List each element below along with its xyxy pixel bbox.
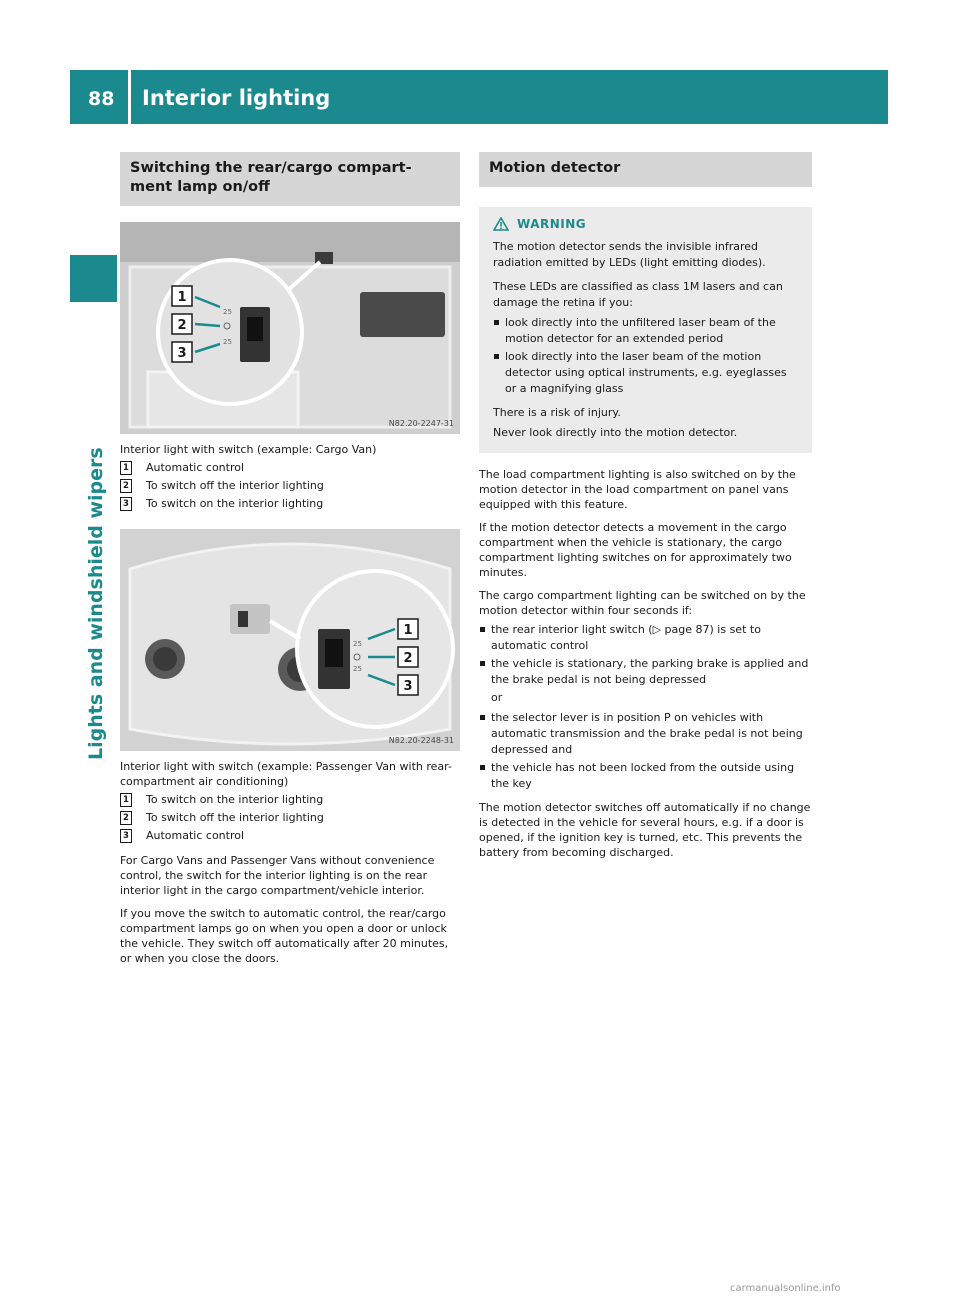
legend-number: 1 xyxy=(120,793,132,807)
figure-legend xyxy=(120,791,460,845)
paragraph: For Cargo Vans and Passenger Vans without convenience control, the switch for the interior lighting is on the rear interior light in the cargo compartment/vehicle interior. xyxy=(120,854,435,897)
legend-text: Automatic control xyxy=(146,461,245,474)
paragraph: The motion detector switches off automatically if no change is detected in the vehicle for several hours, e.g. if a door is opened, if the ignition key is turned, etc. This prevents the battery from becoming discharged. xyxy=(479,801,811,859)
figure-code: N82.20-2248-31 xyxy=(388,736,454,745)
legend-item xyxy=(120,495,460,513)
bullet-item: the rear interior light switch (▷ page 87) is set to automatic control xyxy=(479,622,812,654)
paragraph: The load compartment lighting is also switched on by the motion detector in the load compartment on panel vans equipped with this feature. xyxy=(479,468,796,511)
legend-number: 2 xyxy=(120,811,132,825)
warning-bullets xyxy=(493,315,798,397)
legend-item xyxy=(120,827,460,845)
left-column xyxy=(120,152,460,966)
page-number: 88 xyxy=(88,88,115,110)
legend-number: 3 xyxy=(120,829,132,843)
paragraph: If the motion detector detects a movement in the cargo compartment when the vehicle is stationary, the cargo compartment lighting switches on for approximately two minutes. xyxy=(479,521,792,579)
warning-box xyxy=(479,207,812,453)
callout-3: 3 xyxy=(177,346,187,361)
bullet-item: look directly into the laser beam of the motion detector using optical instruments, e.g. eyeglasses or a magnifying glass xyxy=(493,349,798,397)
or-text: or xyxy=(491,691,503,704)
legend-text: To switch off the interior lighting xyxy=(146,811,324,824)
figure-passenger-van-switch xyxy=(120,529,460,751)
figure-code: N82.20-2247-31 xyxy=(388,419,454,428)
warning-title xyxy=(493,217,798,231)
bullet-item: the selector lever is in position P on vehicles with automatic transmission and the brake pedal is not being depressed and xyxy=(479,710,812,758)
passenger-van-illustration xyxy=(120,529,460,751)
figure-cargo-van-switch xyxy=(120,222,460,434)
condition-bullets xyxy=(479,622,812,688)
callout-2: 2 xyxy=(177,318,187,333)
svg-text:25: 25 xyxy=(353,665,362,673)
paragraph: If you move the switch to automatic control, the rear/cargo compartment lamps go on when you open a door or unlock the vehicle. They switch off automatically after 20 minutes, or when you close the doors. xyxy=(120,907,449,965)
svg-text:25: 25 xyxy=(223,338,232,346)
callout-1: 1 xyxy=(177,290,187,305)
legend-item xyxy=(120,791,460,809)
figure-caption: Interior light with switch (example: Cargo Van) xyxy=(120,443,377,456)
motion-detector-body xyxy=(479,467,812,860)
warning-title-text: WARNING xyxy=(517,217,587,231)
warning-text: These LEDs are classified as class 1M lasers and can damage the retina if you: xyxy=(493,280,783,309)
legend-number: 3 xyxy=(120,497,132,511)
legend-text: Automatic control xyxy=(146,829,245,842)
page-title: Interior lighting xyxy=(142,86,331,110)
footer-watermark: carmanualsonline.info xyxy=(730,1283,841,1294)
header-divider xyxy=(128,70,131,124)
svg-text:25: 25 xyxy=(223,308,232,316)
section-heading-motion-detector: Motion detector xyxy=(479,152,812,187)
condition-bullets-2 xyxy=(479,710,812,792)
legend-number: 1 xyxy=(120,461,132,475)
callout-3: 3 xyxy=(403,679,413,694)
legend-text: To switch off the interior lighting xyxy=(146,479,324,492)
cargo-van-illustration xyxy=(120,222,460,434)
paragraph: The cargo compartment lighting can be switched on by the motion detector within four seconds if: xyxy=(479,589,806,617)
warning-triangle-icon xyxy=(493,217,509,231)
legend-item xyxy=(120,459,460,477)
callout-1: 1 xyxy=(403,623,413,638)
bullet-item: the vehicle has not been locked from the outside using the key xyxy=(479,760,812,792)
bullet-item: the vehicle is stationary, the parking brake is applied and the brake pedal is not being depressed xyxy=(479,656,812,688)
warning-text: There is a risk of injury. xyxy=(493,406,621,419)
callout-2: 2 xyxy=(403,651,413,666)
legend-item xyxy=(120,477,460,495)
figure-legend xyxy=(120,459,460,513)
figure-caption: Interior light with switch (example: Passenger Van with rear-compartment air conditioning) xyxy=(120,760,452,788)
legend-text: To switch on the interior lighting xyxy=(146,497,324,510)
warning-text: The motion detector sends the invisible infrared radiation emitted by LEDs (light emitting diodes). xyxy=(493,240,766,269)
right-column xyxy=(479,152,812,860)
legend-item xyxy=(120,809,460,827)
bullet-item: look directly into the unfiltered laser beam of the motion detector for an extended period xyxy=(493,315,798,347)
svg-text:25: 25 xyxy=(353,640,362,648)
legend-text: To switch on the interior lighting xyxy=(146,793,324,806)
warning-text: Never look directly into the motion detector. xyxy=(493,426,738,439)
section-heading-cargo-lamp: Switching the rear/cargo compart- ment lamp on/off xyxy=(120,152,460,206)
side-tab-label: Lights and windshield wipers xyxy=(85,447,107,760)
legend-number: 2 xyxy=(120,479,132,493)
side-tab-marker xyxy=(70,255,117,302)
